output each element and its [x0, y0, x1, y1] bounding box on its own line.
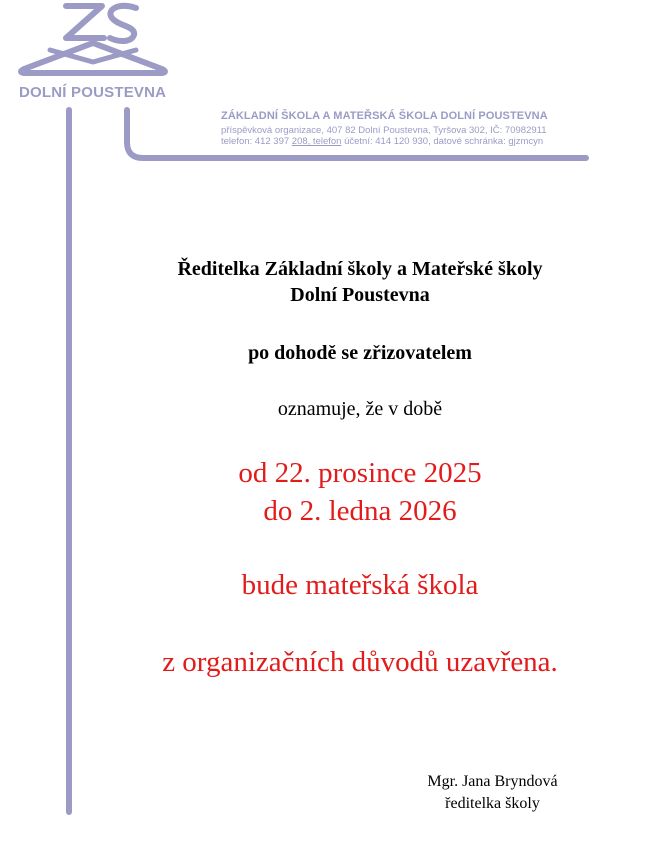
- school-name: ZÁKLADNÍ ŠKOLA A MATEŘSKÁ ŠKOLA DOLNÍ POUSTEVNA: [221, 110, 548, 122]
- contact-phone-prefix: telefon: 412 397: [221, 136, 292, 147]
- notice-heading: [60, 256, 660, 308]
- notice-heading-line1: Ředitelka Základní školy a Mateřské školy: [177, 258, 543, 280]
- notice-agreement: po dohodě se zřizovatelem: [248, 342, 472, 364]
- notice-dates: [60, 454, 660, 530]
- school-contact-line: [221, 136, 548, 147]
- notice-closed-line2: z organizačních důvodů uzavřena.: [162, 646, 558, 678]
- date-from: od 22. prosince 2025: [238, 457, 482, 489]
- signature-name: Mgr. Jana Bryndová: [427, 773, 558, 790]
- zs-hanger-logo-icon: [21, 6, 165, 73]
- date-to: do 2. ledna 2026: [263, 495, 457, 527]
- signature-title: ředitelka školy: [445, 795, 540, 812]
- notice-heading-line2: Dolní Poustevna: [290, 284, 430, 306]
- logo-text: DOLNÍ POUSTEVNA: [19, 84, 167, 101]
- contact-phone-suffix: účetní: 414 120 930, datové schránka: gjzmcyn: [341, 136, 544, 147]
- contact-phone-underlined: 208, telefon: [291, 136, 342, 147]
- signature-block: [400, 771, 585, 815]
- notice-closed-line1: bude mateřská škola: [241, 569, 479, 601]
- school-address-line: příspěvková organizace, 407 82 Dolní Poustevna, Tyršova 302, IČ: 70982911: [221, 125, 547, 136]
- notice-announce: oznamuje, že v době: [277, 398, 443, 420]
- school-info: [221, 110, 548, 147]
